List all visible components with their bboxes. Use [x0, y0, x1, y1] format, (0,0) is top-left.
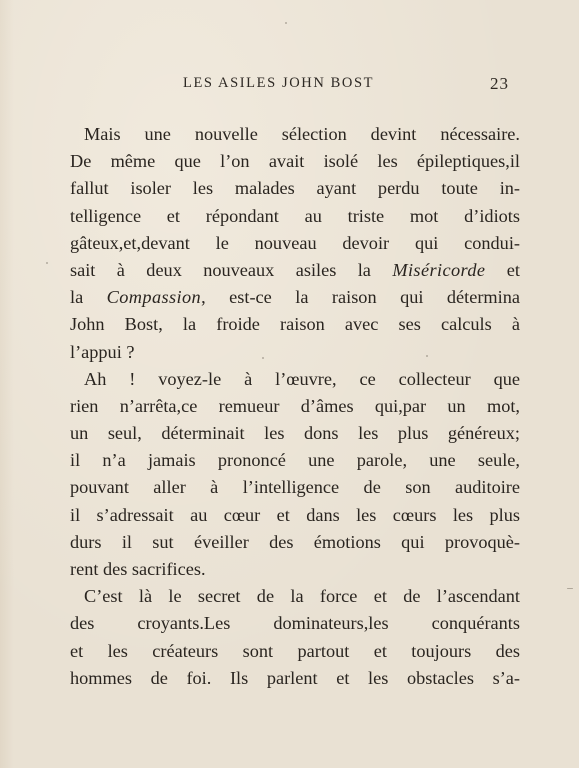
body-text — [70, 121, 520, 692]
paper-speck — [567, 588, 573, 589]
text-line: sait à deux nouveaux asiles la Miséricorde et — [70, 259, 521, 280]
text-line: un seul, déterminait les dons les plus généreux; — [70, 423, 520, 444]
text-line: la Compassion, est-ce la raison qui détermina — [70, 287, 520, 308]
text-line: rent des sacrifices. — [70, 559, 206, 579]
text-line: il s’adressait au cœur et dans les cœurs les plus — [70, 504, 520, 525]
page-number: 23 — [490, 74, 509, 93]
paper-speck — [262, 357, 264, 359]
text-line: De même que l’on avait isolé les épileptiques,il — [70, 151, 520, 172]
text-line: l’appui ? — [70, 341, 135, 362]
text-line: il n’a jamais prononcé une parole, une seule, — [70, 450, 520, 471]
text-line: rien n’arrêta,ce remueur d’âmes qui,par un mot, — [70, 395, 520, 416]
text-line: fallut isoler les malades ayant perdu toute in- — [70, 178, 520, 199]
running-head: LES ASILES JOHN BOST — [183, 75, 375, 91]
paper-speck — [426, 355, 428, 357]
text-line: John Bost, la froide raison avec ses calculs à — [70, 314, 520, 335]
text-line: durs il sut éveiller des émotions qui provoquè- — [70, 531, 520, 552]
italic-name: Compassion — [106, 287, 202, 308]
text-line: des croyants.Les dominateurs,les conquérants — [70, 613, 520, 634]
italic-name: Miséricorde — [392, 259, 486, 280]
text-line: Mais une nouvelle sélection devint nécessaire. — [84, 124, 520, 144]
text-line: Ah ! voyez-le à l’œuvre, ce collecteur que — [84, 368, 520, 389]
text-line: hommes de foi. Ils parlent et les obstacles s’a- — [70, 667, 520, 688]
text-line: pouvant aller à l’intelligence de son auditoire — [70, 477, 520, 498]
text-line: telligence et répondant au triste mot d’idiots — [70, 205, 520, 226]
paper-speck — [46, 262, 48, 264]
paper-speck — [285, 22, 287, 24]
text-line: C’est là le secret de la force et de l’ascendant — [84, 586, 520, 607]
text-line: et les créateurs sont partout et toujours des — [70, 640, 520, 661]
text-line: gâteux,et,devant le nouveau devoir qui condui- — [70, 232, 520, 253]
